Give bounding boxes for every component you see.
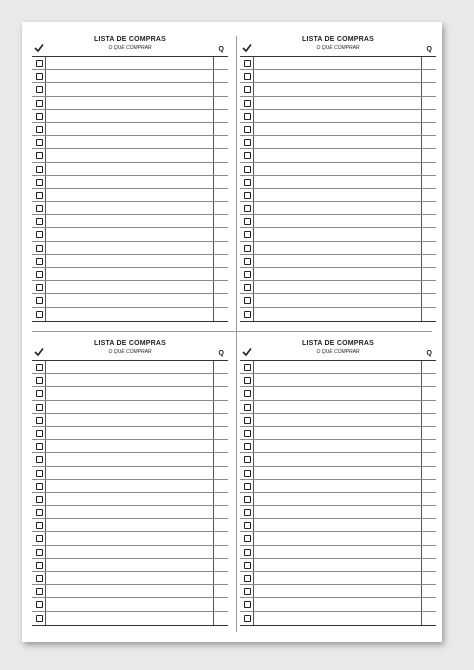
list-subtitle: O QUE COMPRAR (316, 349, 360, 355)
list-item (240, 506, 436, 519)
list-title: LISTA DE COMPRAS (301, 36, 375, 43)
list-title: LISTA DE COMPRAS (93, 36, 167, 43)
list-item (32, 519, 228, 532)
checkbox-icon[interactable] (36, 258, 43, 265)
checkbox-icon[interactable] (36, 549, 43, 556)
list-item (32, 612, 228, 625)
checkbox-icon[interactable] (36, 139, 43, 146)
list-item (240, 176, 436, 189)
list-subtitle: O QUE COMPRAR (108, 349, 152, 355)
list-item (240, 202, 436, 215)
list-rows (240, 361, 436, 625)
list-item (240, 215, 436, 228)
checkbox-icon[interactable] (36, 575, 43, 582)
checkmark-icon (34, 43, 44, 53)
list-table (32, 360, 228, 626)
checkbox-icon[interactable] (244, 417, 251, 424)
list-item (32, 427, 228, 440)
checkmark-icon (242, 43, 252, 53)
checkbox-icon[interactable] (244, 166, 251, 173)
list-item (32, 493, 228, 506)
checkbox-icon[interactable] (244, 271, 251, 278)
list-item (32, 308, 228, 321)
list-item (240, 97, 436, 110)
list-item (240, 136, 436, 149)
list-item (32, 255, 228, 268)
list-item (240, 519, 436, 532)
list-item (240, 110, 436, 123)
checkbox-icon[interactable] (36, 483, 43, 490)
checkbox-icon[interactable] (36, 456, 43, 463)
list-item (240, 585, 436, 598)
list-item (240, 467, 436, 480)
checkbox-icon[interactable] (36, 166, 43, 173)
list-table (32, 56, 228, 322)
list-item (240, 453, 436, 466)
checkbox-icon[interactable] (36, 245, 43, 252)
checkbox-icon[interactable] (244, 364, 251, 371)
list-item (32, 374, 228, 387)
checkbox-icon[interactable] (244, 522, 251, 529)
list-item (240, 546, 436, 559)
checkbox-icon[interactable] (244, 456, 251, 463)
list-item (32, 110, 228, 123)
checkbox-icon[interactable] (244, 535, 251, 542)
list-item (32, 215, 228, 228)
checkbox-icon[interactable] (36, 271, 43, 278)
list-item (32, 189, 228, 202)
checkbox-icon[interactable] (244, 549, 251, 556)
list-item (240, 361, 436, 374)
checkbox-icon[interactable] (36, 390, 43, 397)
list-subtitle: O QUE COMPRAR (316, 45, 360, 51)
quantity-header: Q (218, 350, 224, 357)
checkbox-icon[interactable] (36, 86, 43, 93)
list-item (32, 57, 228, 70)
list-item (32, 532, 228, 545)
list-item (240, 598, 436, 611)
checkbox-icon[interactable] (36, 615, 43, 622)
checkbox-icon[interactable] (244, 192, 251, 199)
checkbox-icon[interactable] (36, 364, 43, 371)
list-item (32, 598, 228, 611)
checkbox-icon[interactable] (36, 470, 43, 477)
shopping-list-panel-1 (32, 36, 228, 322)
checkbox-icon[interactable] (244, 60, 251, 67)
list-item (32, 228, 228, 241)
checkbox-icon[interactable] (36, 601, 43, 608)
list-item (240, 189, 436, 202)
list-rows (32, 57, 228, 321)
list-item (240, 572, 436, 585)
list-item (240, 57, 436, 70)
checkbox-icon[interactable] (36, 100, 43, 107)
checkbox-icon[interactable] (244, 86, 251, 93)
list-item (240, 228, 436, 241)
list-item (32, 387, 228, 400)
checkbox-icon[interactable] (244, 218, 251, 225)
list-item (240, 70, 436, 83)
checkbox-icon[interactable] (36, 496, 43, 503)
checkbox-icon[interactable] (36, 179, 43, 186)
list-item (32, 176, 228, 189)
list-item (240, 374, 436, 387)
list-item (32, 268, 228, 281)
checkbox-icon[interactable] (244, 615, 251, 622)
checkbox-icon[interactable] (36, 377, 43, 384)
checkbox-icon[interactable] (244, 430, 251, 437)
checkbox-icon[interactable] (244, 404, 251, 411)
list-item (240, 612, 436, 625)
checkbox-icon[interactable] (36, 311, 43, 318)
list-title: LISTA DE COMPRAS (301, 340, 375, 347)
checkbox-icon[interactable] (244, 284, 251, 291)
checkbox-icon[interactable] (36, 404, 43, 411)
list-item (32, 149, 228, 162)
checkbox-icon[interactable] (36, 443, 43, 450)
list-item (32, 163, 228, 176)
list-item (240, 242, 436, 255)
list-rows (240, 57, 436, 321)
list-title: LISTA DE COMPRAS (93, 340, 167, 347)
checkbox-icon[interactable] (244, 483, 251, 490)
list-item (240, 294, 436, 307)
printable-sheet (22, 22, 442, 642)
checkbox-icon[interactable] (244, 73, 251, 80)
vertical-cut-line (236, 36, 237, 632)
list-item (240, 387, 436, 400)
checkbox-icon[interactable] (36, 231, 43, 238)
list-item (32, 546, 228, 559)
list-item (32, 281, 228, 294)
shopping-list-panel-3 (32, 340, 228, 626)
checkbox-icon[interactable] (244, 443, 251, 450)
quantity-header: Q (426, 46, 432, 53)
checkbox-icon[interactable] (36, 588, 43, 595)
list-rows (32, 361, 228, 625)
checkbox-icon[interactable] (244, 113, 251, 120)
list-item (32, 414, 228, 427)
list-item (240, 532, 436, 545)
checkbox-icon[interactable] (244, 258, 251, 265)
checkbox-icon[interactable] (244, 205, 251, 212)
list-table (240, 56, 436, 322)
list-item (240, 308, 436, 321)
checkbox-icon[interactable] (36, 192, 43, 199)
shopping-list-panel-2 (240, 36, 436, 322)
list-item (32, 585, 228, 598)
shopping-list-panel-4 (240, 340, 436, 626)
list-item (240, 123, 436, 136)
checkbox-icon[interactable] (244, 575, 251, 582)
checkbox-icon[interactable] (36, 205, 43, 212)
checkmark-icon (242, 347, 252, 357)
list-item (32, 202, 228, 215)
checkbox-icon[interactable] (244, 390, 251, 397)
checkbox-icon[interactable] (244, 231, 251, 238)
list-item (240, 281, 436, 294)
list-item (32, 136, 228, 149)
checkbox-icon[interactable] (244, 297, 251, 304)
list-item (32, 453, 228, 466)
quantity-header: Q (218, 46, 224, 53)
list-item (240, 255, 436, 268)
checkbox-icon[interactable] (36, 126, 43, 133)
list-item (32, 123, 228, 136)
checkbox-icon[interactable] (36, 509, 43, 516)
list-item (32, 70, 228, 83)
checkbox-icon[interactable] (244, 562, 251, 569)
checkbox-icon[interactable] (36, 297, 43, 304)
checkbox-icon[interactable] (36, 430, 43, 437)
list-item (32, 242, 228, 255)
list-item (240, 493, 436, 506)
list-item (240, 163, 436, 176)
list-item (240, 414, 436, 427)
checkbox-icon[interactable] (36, 73, 43, 80)
checkbox-icon[interactable] (244, 509, 251, 516)
list-item (240, 440, 436, 453)
checkbox-icon[interactable] (36, 218, 43, 225)
list-item (32, 361, 228, 374)
list-item (32, 83, 228, 96)
checkbox-icon[interactable] (36, 522, 43, 529)
list-item (32, 401, 228, 414)
checkbox-icon[interactable] (36, 60, 43, 67)
checkbox-icon[interactable] (244, 311, 251, 318)
checkbox-icon[interactable] (244, 152, 251, 159)
list-item (32, 294, 228, 307)
checkbox-icon[interactable] (244, 377, 251, 384)
list-item (240, 559, 436, 572)
list-item (32, 97, 228, 110)
list-item (240, 149, 436, 162)
list-item (32, 506, 228, 519)
checkbox-icon[interactable] (36, 562, 43, 569)
list-item (240, 427, 436, 440)
list-item (32, 480, 228, 493)
list-item (240, 480, 436, 493)
checkbox-icon[interactable] (244, 588, 251, 595)
checkbox-icon[interactable] (244, 139, 251, 146)
checkbox-icon[interactable] (244, 470, 251, 477)
list-item (32, 559, 228, 572)
checkbox-icon[interactable] (36, 284, 43, 291)
checkbox-icon[interactable] (244, 496, 251, 503)
list-item (240, 268, 436, 281)
list-subtitle: O QUE COMPRAR (108, 45, 152, 51)
checkbox-icon[interactable] (36, 113, 43, 120)
checkbox-icon[interactable] (36, 417, 43, 424)
horizontal-cut-line (32, 331, 432, 332)
list-item (32, 572, 228, 585)
list-item (240, 83, 436, 96)
checkbox-icon[interactable] (244, 126, 251, 133)
list-item (240, 401, 436, 414)
checkbox-icon[interactable] (244, 601, 251, 608)
quantity-header: Q (426, 350, 432, 357)
checkmark-icon (34, 347, 44, 357)
list-item (32, 467, 228, 480)
list-table (240, 360, 436, 626)
checkbox-icon[interactable] (244, 100, 251, 107)
checkbox-icon[interactable] (244, 179, 251, 186)
checkbox-icon[interactable] (36, 152, 43, 159)
checkbox-icon[interactable] (36, 535, 43, 542)
list-item (32, 440, 228, 453)
checkbox-icon[interactable] (244, 245, 251, 252)
